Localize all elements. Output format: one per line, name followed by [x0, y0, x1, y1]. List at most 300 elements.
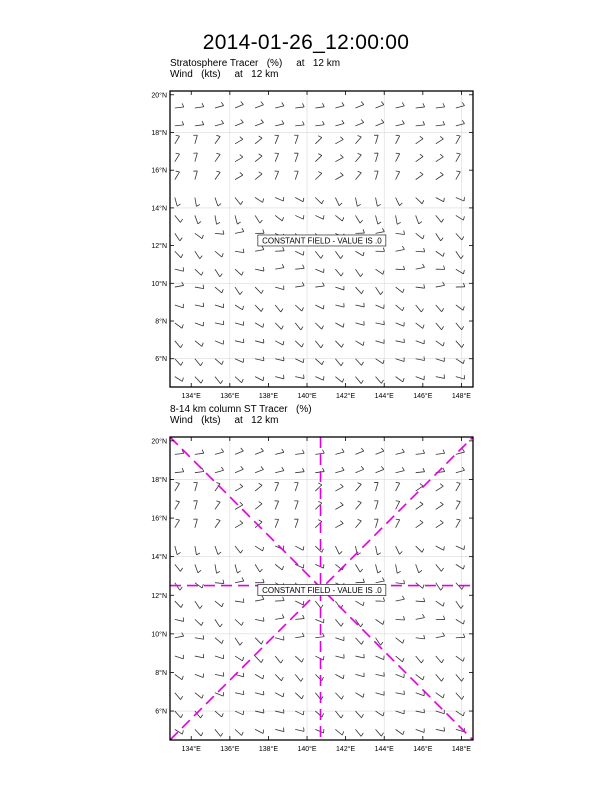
wind-barb: [416, 523, 423, 528]
wind-barb-feather: [442, 326, 444, 329]
wind-barb-feather: [456, 135, 460, 136]
wind-barb: [235, 359, 243, 363]
wind-barb: [456, 341, 462, 348]
wind-barb: [396, 198, 400, 206]
wind-barb-feather: [323, 633, 325, 637]
wind-barb: [355, 521, 361, 528]
wind-barb: [416, 453, 425, 454]
wind-barb: [376, 729, 382, 736]
wind-barb-feather: [222, 361, 223, 365]
wind-barb: [335, 287, 344, 290]
wind-barb: [215, 251, 222, 257]
wind-barb-feather: [419, 570, 422, 573]
wind-barb: [255, 485, 262, 491]
wind-barb-feather: [424, 284, 425, 288]
wind-barb-feather: [303, 546, 304, 550]
wind-barb-feather: [421, 309, 423, 312]
wind-barb: [456, 520, 460, 528]
wind-barb-feather: [463, 216, 464, 220]
wind-barb-feather: [303, 265, 305, 269]
wind-barb: [215, 619, 220, 627]
wind-barb-feather: [181, 604, 183, 608]
wind-barb-feather: [222, 713, 223, 717]
wind-barb-feather: [240, 172, 243, 175]
wind-barb-feather: [340, 502, 343, 505]
wind-barb-feather: [358, 483, 362, 484]
map-panel-1: [151, 91, 473, 400]
wind-barb-feather: [243, 306, 244, 310]
wind-barb-feather: [260, 220, 263, 223]
lat-tick-label: 18°N: [151, 476, 167, 484]
wind-barb: [315, 619, 323, 622]
wind-barb: [436, 233, 441, 241]
wind-barb-feather: [396, 153, 400, 154]
wind-barb: [255, 156, 262, 162]
wind-barb-feather: [420, 136, 423, 138]
wind-barb: [355, 215, 360, 223]
wind-barb-feather: [322, 121, 324, 125]
wind-barb-feather: [181, 696, 183, 699]
wind-barb: [235, 656, 243, 661]
wind-barb: [416, 472, 425, 473]
wind-barb: [456, 233, 462, 240]
wind-barb: [195, 638, 204, 640]
wind-barb: [195, 107, 204, 108]
wind-barb-feather: [381, 466, 384, 469]
lat-tick-label: 14°N: [151, 205, 167, 213]
wind-barb: [396, 249, 405, 251]
wind-barb-feather: [180, 219, 182, 222]
wind-barb-feather: [341, 273, 343, 276]
wind-barb-feather: [318, 136, 322, 138]
wind-barb-feather: [419, 221, 422, 224]
wind-barb: [215, 154, 220, 161]
wind-barb-feather: [302, 695, 304, 699]
wind-barb-feather: [443, 121, 445, 125]
wind-barb: [195, 171, 197, 180]
wind-barb: [355, 287, 361, 294]
wind-barb: [396, 674, 404, 677]
wind-barb: [175, 601, 181, 608]
wind-barb: [456, 359, 464, 364]
wind-barb-feather: [261, 308, 263, 312]
wind-barb-feather: [240, 642, 242, 645]
wind-barb-feather: [341, 715, 343, 718]
wind-barb-feather: [321, 255, 323, 258]
wind-barb-feather: [396, 171, 400, 172]
wind-barb-feather: [361, 119, 364, 122]
wind-barb-feather: [202, 121, 204, 125]
wind-barb: [355, 484, 361, 491]
wind-barb: [355, 122, 363, 125]
wind-barb: [416, 323, 423, 328]
wind-barb-feather: [283, 693, 284, 697]
wind-barb: [335, 711, 341, 718]
wind-barb: [355, 601, 363, 606]
wind-barb: [215, 287, 222, 293]
wind-barb-feather: [259, 520, 262, 522]
wind-barb-feather: [323, 656, 324, 660]
wind-barb: [235, 341, 244, 343]
wind-barb: [175, 125, 184, 126]
wind-barb-feather: [220, 274, 222, 277]
wind-barb: [315, 286, 324, 287]
wind-barb-feather: [283, 597, 284, 601]
wind-barb-feather: [358, 501, 362, 502]
wind-barb: [175, 305, 184, 308]
wind-barb: [335, 377, 342, 383]
wind-barb: [295, 107, 304, 108]
wind-barb: [295, 729, 304, 731]
wind-barb: [175, 483, 180, 491]
wind-barb: [355, 469, 363, 472]
wind-barb: [175, 656, 184, 659]
wind-barb-feather: [377, 553, 380, 555]
wind-barb: [376, 305, 384, 309]
wind-barb: [396, 154, 400, 162]
wind-barb: [355, 729, 361, 736]
wind-barb-feather: [340, 137, 343, 140]
wind-barb-feather: [403, 731, 404, 735]
wind-barb-feather: [181, 344, 183, 347]
wind-barb-feather: [240, 137, 243, 140]
panel-1-wind-units: (kts): [201, 69, 221, 80]
wind-barb: [295, 453, 304, 454]
wind-barb: [355, 105, 363, 108]
wind-barb-feather: [318, 154, 322, 156]
wind-barb-feather: [424, 635, 425, 639]
wind-barb: [295, 564, 303, 568]
wind-barb-feather: [443, 694, 444, 698]
wind-barb: [335, 729, 342, 735]
wind-barb-feather: [237, 571, 240, 573]
wind-barb-feather: [182, 324, 183, 328]
wind-barb-feather: [322, 713, 324, 717]
wind-barb: [396, 452, 405, 454]
wind-barb-feather: [240, 502, 243, 505]
wind-barb: [376, 153, 379, 162]
wind-barb-feather: [282, 217, 283, 221]
wind-barb: [195, 269, 202, 275]
wind-barb: [436, 505, 444, 510]
wind-barb: [195, 564, 198, 572]
wind-barb: [436, 305, 442, 312]
wind-barb-feather: [261, 290, 263, 294]
wind-barb-feather: [363, 229, 364, 233]
wind-barb: [195, 359, 201, 366]
wind-barb-feather: [259, 483, 262, 485]
wind-barb: [175, 377, 183, 382]
wind-barb-feather: [200, 605, 202, 608]
wind-barb: [235, 619, 242, 625]
wind-barb-feather: [381, 448, 384, 451]
wind-barb: [175, 583, 180, 590]
wind-barb-feather: [222, 289, 223, 293]
wind-barb-feather: [318, 483, 322, 485]
wind-barb: [175, 251, 181, 258]
wind-barb: [195, 135, 197, 144]
wind-barb-feather: [217, 571, 221, 573]
wind-barb-feather: [424, 598, 425, 602]
wind-barb: [195, 729, 201, 736]
wind-barb-feather: [176, 519, 180, 520]
wind-barb: [335, 359, 341, 366]
wind-barb: [355, 674, 364, 676]
wind-barb-feather: [443, 103, 445, 107]
wind-barb-feather: [462, 344, 464, 347]
wind-barb-feather: [444, 616, 445, 620]
wind-barb-feather: [363, 579, 364, 583]
wind-barb-feather: [404, 580, 405, 584]
wind-barb: [235, 251, 244, 252]
wind-barb: [355, 359, 361, 366]
wind-barb-feather: [243, 249, 244, 253]
wind-barb-feather: [302, 307, 304, 311]
wind-barb: [436, 175, 444, 180]
wind-barb: [436, 486, 444, 491]
wind-barb: [355, 305, 364, 307]
wind-barb: [215, 583, 224, 584]
wind-barb-feather: [243, 598, 244, 602]
wind-barb-feather: [339, 551, 342, 554]
wind-barb: [376, 359, 383, 364]
wind-barb: [355, 564, 360, 572]
wind-barb: [255, 546, 263, 551]
wind-barb: [335, 693, 341, 700]
wind-barb: [416, 251, 425, 252]
wind-barb: [335, 323, 343, 327]
wind-barb: [396, 359, 405, 362]
wind-barb: [315, 198, 321, 204]
wind-barb-feather: [203, 635, 204, 639]
wind-barb: [275, 377, 284, 379]
wind-barb: [215, 520, 220, 527]
wind-barb-feather: [203, 285, 204, 289]
wind-barb-feather: [198, 221, 201, 223]
wind-barb: [315, 138, 321, 144]
wind-barb: [456, 693, 462, 700]
wind-barb-feather: [441, 568, 443, 571]
wind-barb-feather: [259, 502, 262, 504]
wind-barb: [215, 564, 217, 573]
wind-barb-feather: [222, 640, 223, 644]
wind-barb-feather: [442, 678, 444, 681]
wind-barb: [255, 619, 264, 621]
wind-barb-feather: [182, 282, 184, 285]
wind-barb-feather: [218, 552, 221, 554]
wind-barb-feather: [216, 135, 220, 136]
panel-2-field-units: (%): [295, 404, 312, 415]
wind-barb-feather: [281, 677, 283, 681]
wind-barb-feather: [221, 380, 223, 383]
wind-barb: [255, 174, 262, 180]
wind-barb: [195, 233, 202, 238]
wind-barb: [315, 377, 323, 381]
lon-tick-label: 148°E: [451, 746, 471, 753]
wind-barb: [315, 269, 323, 272]
wind-barb-feather: [303, 198, 304, 202]
wind-barb: [376, 135, 379, 144]
wind-barb-feather: [241, 201, 243, 204]
wind-barb: [396, 483, 400, 491]
wind-barb-feather: [444, 198, 445, 202]
wind-barb-feather: [403, 378, 404, 382]
wind-barb: [456, 656, 463, 661]
wind-barb-feather: [443, 450, 445, 454]
wind-barb: [376, 564, 378, 573]
wind-barb: [295, 359, 303, 363]
constant-field-label: CONSTANT FIELD - VALUE IS .0: [262, 236, 382, 246]
wind-barb-feather: [464, 620, 465, 624]
wind-barb-feather: [340, 521, 343, 524]
wind-barb-feather: [323, 282, 325, 286]
wind-barb-feather: [263, 230, 264, 234]
wind-barb: [335, 656, 344, 658]
wind-barb-feather: [462, 102, 464, 105]
wind-barb: [175, 107, 184, 108]
wind-barb: [355, 269, 360, 276]
wind-barb: [235, 451, 243, 454]
lat-tick-label: 14°N: [151, 554, 167, 562]
wind-barb-feather: [322, 450, 324, 454]
wind-barb: [295, 215, 303, 219]
wind-barb: [195, 693, 202, 699]
wind-barb-feather: [462, 236, 464, 240]
wind-barb-feather: [340, 484, 343, 487]
wind-barb-feather: [322, 103, 324, 107]
wind-barb: [376, 519, 379, 528]
wind-barb: [315, 656, 323, 660]
wind-barb: [255, 138, 262, 144]
wind-barb: [235, 105, 243, 108]
wind-barb: [396, 287, 403, 293]
lon-tick-label: 134°E: [181, 393, 201, 400]
wind-barb: [255, 305, 261, 312]
wind-barb-feather: [203, 303, 204, 307]
wind-barb-feather: [397, 571, 401, 573]
wind-barb: [335, 157, 343, 161]
wind-barb: [175, 693, 181, 700]
wind-barb: [396, 564, 398, 573]
wind-barb: [275, 471, 284, 473]
wind-barb: [456, 251, 461, 258]
wind-barb: [275, 215, 282, 221]
wind-barb: [456, 124, 465, 126]
wind-barb-feather: [420, 172, 423, 174]
wind-barb: [235, 581, 244, 583]
wind-barb-feather: [342, 102, 344, 105]
wind-barb: [295, 153, 298, 162]
wind-barb-feather: [216, 501, 220, 502]
wind-barb: [416, 139, 423, 144]
wind-barb: [235, 711, 243, 715]
wind-barb-feather: [322, 468, 324, 472]
wind-barb: [416, 638, 425, 639]
wind-barb-feather: [463, 565, 464, 569]
wind-barb: [195, 377, 201, 384]
wind-barb: [416, 198, 422, 204]
wind-barb: [175, 619, 184, 621]
wind-barb: [396, 377, 403, 382]
wind-barb: [396, 729, 403, 734]
wind-barb-feather: [242, 379, 244, 383]
lat-tick-label: 12°N: [151, 592, 167, 600]
wind-barb: [335, 198, 339, 206]
wind-barb: [255, 656, 261, 663]
wind-barb: [335, 251, 340, 258]
wind-barb: [255, 504, 262, 510]
wind-barb-feather: [201, 715, 203, 718]
wind-barb: [396, 323, 404, 326]
wind-barb: [456, 502, 460, 510]
wind-barb-feather: [180, 238, 182, 241]
panel-2-wind-units: (kts): [201, 415, 221, 426]
wind-barb: [255, 638, 261, 644]
wind-barb-feather: [396, 519, 400, 520]
wind-barb: [255, 599, 264, 601]
wind-barb: [255, 123, 263, 126]
wind-barb: [295, 305, 302, 311]
wind-barb: [396, 656, 403, 662]
wind-barb: [295, 135, 298, 144]
wind-barb-feather: [221, 449, 223, 452]
wind-barb: [235, 198, 241, 205]
wind-barb: [175, 233, 180, 240]
wind-barb-feather: [380, 642, 382, 645]
wind-barb-feather: [301, 678, 303, 681]
wind-barb: [396, 520, 400, 528]
wind-barb-feather: [383, 270, 384, 274]
wind-barb-feather: [261, 641, 263, 645]
wind-barb-feather: [302, 658, 304, 662]
wind-barb-feather: [441, 238, 443, 241]
wind-barb: [376, 215, 378, 224]
wind-barb: [436, 711, 445, 714]
wind-barb: [275, 124, 284, 126]
wind-barb: [315, 107, 324, 108]
wind-barb-feather: [463, 657, 464, 661]
wind-barb: [396, 136, 400, 144]
wind-barb: [175, 269, 184, 271]
lon-tick-label: 140°E: [297, 393, 317, 400]
wind-barb: [215, 269, 220, 277]
wind-barb: [335, 505, 343, 509]
wind-barb: [215, 172, 220, 179]
wind-barb: [175, 215, 181, 222]
wind-barb-feather: [404, 691, 405, 695]
wind-barb-feather: [282, 264, 284, 268]
wind-barb: [235, 175, 243, 180]
wind-barb: [235, 505, 243, 510]
wind-barb: [335, 523, 343, 527]
wind-barb-feather: [182, 676, 183, 680]
wind-barb-feather: [342, 696, 344, 700]
wind-barb: [175, 285, 184, 287]
wind-barb-feather: [357, 204, 360, 206]
wind-barb: [235, 232, 244, 234]
wind-barb: [275, 135, 278, 143]
wind-barb-feather: [182, 730, 183, 734]
wind-barb: [436, 656, 442, 663]
wind-barb: [335, 546, 339, 554]
wind-barb-feather: [440, 484, 443, 486]
wind-barb-feather: [383, 360, 384, 364]
wind-barb-feather: [202, 468, 204, 472]
wind-barb-feather: [462, 678, 464, 681]
wind-barb: [376, 501, 379, 510]
wind-barb: [376, 269, 383, 274]
wind-barb: [255, 711, 264, 713]
